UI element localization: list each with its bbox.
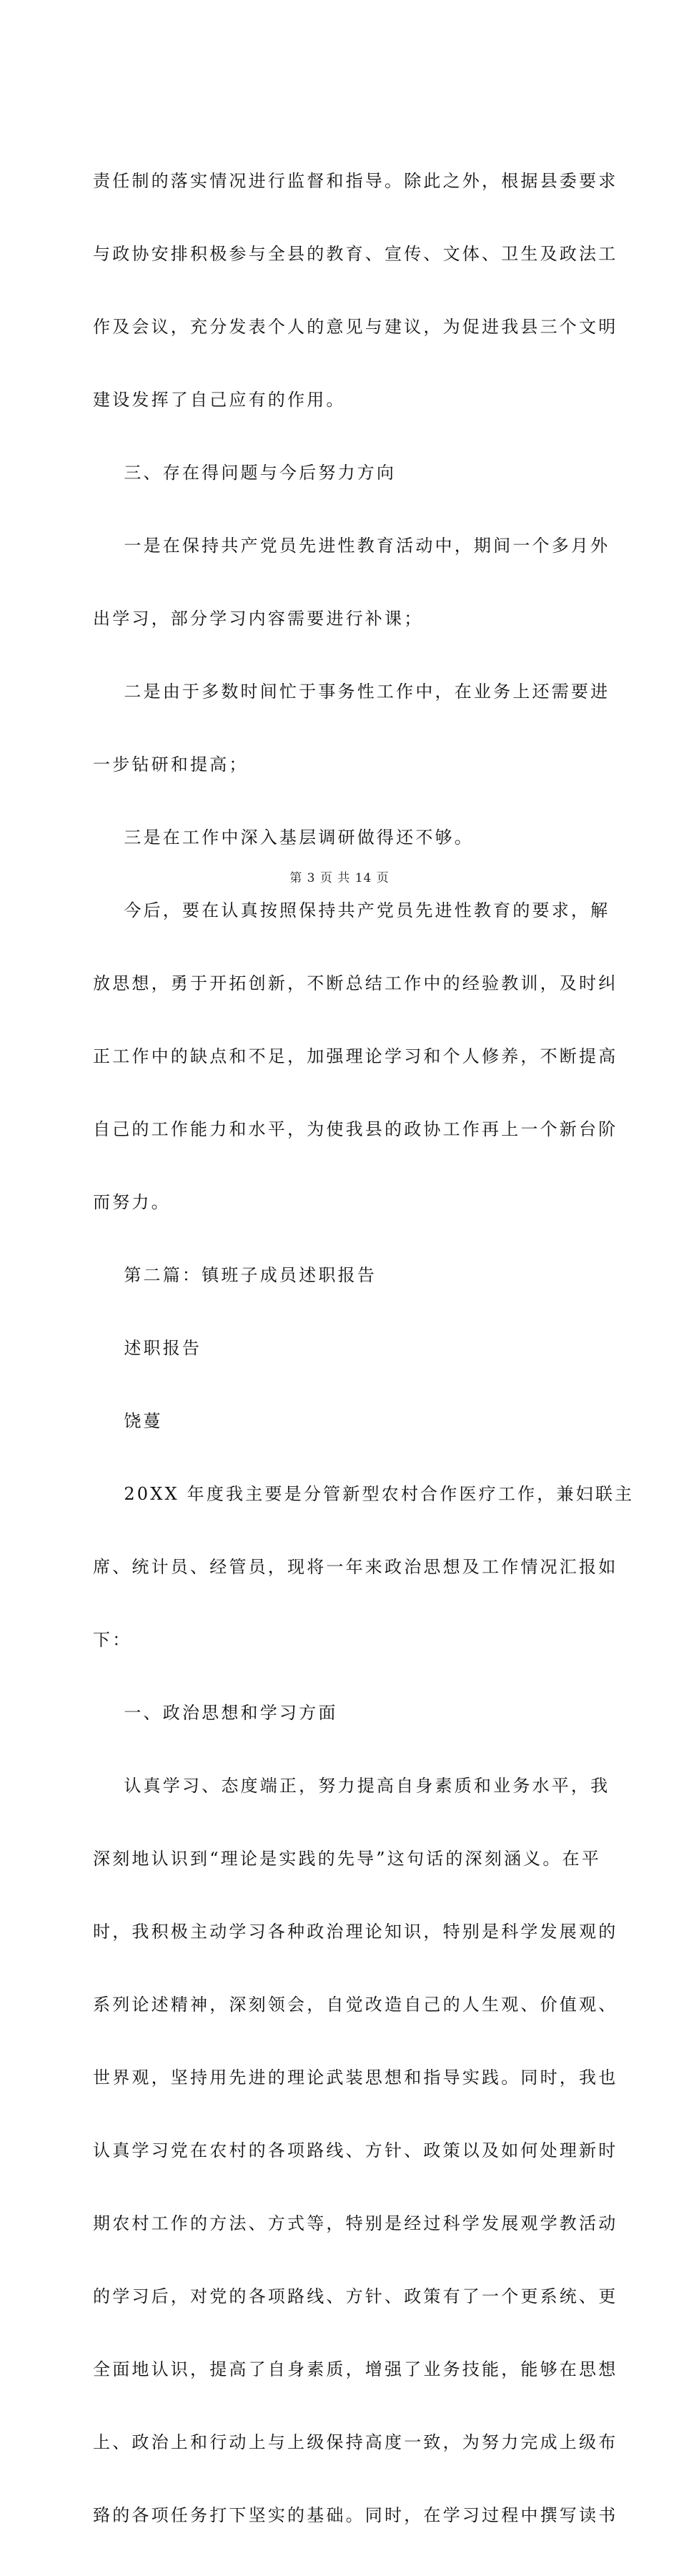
text-line: 放思想，勇于开拓创新，不断总结工作中的经验教训，及时纠 [93,973,618,993]
text-line: 自己的工作能力和水平，为使我县的政协工作再上一个新台阶 [93,1119,618,1139]
text-line: 今后，要在认真按照保持共产党员先进性教育的要求，解 [93,900,610,920]
text-line: 时，我积极主动学习各种政治理论知识，特别是科学发展观的 [93,1922,618,1942]
text-line: 认真学习党在农村的各项路线、方针、政策以及如何处理新时 [93,2140,618,2160]
text-line: 期农村工作的方法、方式等，特别是经过科学发展观学教活动 [93,2213,618,2233]
text-line: 责任制的落实情况进行监督和指导。除此之外，根据县委要求 [93,171,618,191]
author-name: 饶蔓 [93,1411,163,1431]
text-line: 上、政治上和行动上与上级保持高度一致，为努力完成上级布 [93,2432,618,2452]
text-line: 作及会议，充分发表个人的意见与建议，为促进我县三个文明 [93,317,618,337]
text-line: 建设发挥了自己应有的作用。 [93,390,346,410]
text-line: 出学习，部分学习内容需要进行补课； [93,609,424,629]
section-heading: 三、存在得问题与今后努力方向 [93,463,397,483]
text-line: 二是由于多数时间忙于事务性工作中，在业务上还需要进 [93,682,610,702]
text-line: 与政协安排积极参与全县的教育、宣传、文体、卫生及政法工 [93,244,618,264]
text-line: 一步钻研和提高； [93,754,249,775]
section-heading: 一、政治思想和学习方面 [93,1703,338,1723]
text-line: 世界观，坚持用先进的理论武装思想和指导实践。同时，我也 [93,2068,618,2088]
text-line: 三是在工作中深入基层调研做得还不够。 [93,827,474,847]
text-line: 席、统计员、经管员，现将一年来政治思想及工作情况汇报如 [93,1557,618,1577]
text-line: 的学习后，对党的各项路线、方针、政策有了一个更系统、更 [93,2286,618,2306]
document-body [93,120,635,2576]
text-line: 下： [93,1630,132,1650]
text-line: 20XX 年度我主要是分管新型农村合作医疗工作，兼妇联主 [93,1484,635,1504]
page-number-footer: 第 3 页 共 14 页 [289,871,390,885]
text-line: 一是在保持共产党员先进性教育活动中，期间一个多月外 [93,536,610,556]
text-line: 而努力。 [93,1192,171,1212]
text-line: 臵的各项任务打下坚实的基础。同时，在学习过程中撰写读书 [93,2505,618,2525]
report-title: 述职报告 [93,1338,202,1358]
text-line: 认真学习、态度端正，努力提高自身素质和业务水平，我 [93,1776,610,1796]
text-line: 正工作中的缺点和不足，加强理论学习和个人修养，不断提高 [93,1046,618,1066]
text-line: 全面地认识，提高了自身素质，增强了业务技能，能够在思想 [93,2359,618,2379]
chapter-heading: 第二篇：镇班子成员述职报告 [93,1265,377,1285]
text-line: 系列论述精神，深刻领会，自觉改造自己的人生观、价值观、 [93,1995,618,2015]
text-line: 深刻地认识到“理论是实践的先导”这句话的深刻涵义。在平 [93,1849,601,1869]
